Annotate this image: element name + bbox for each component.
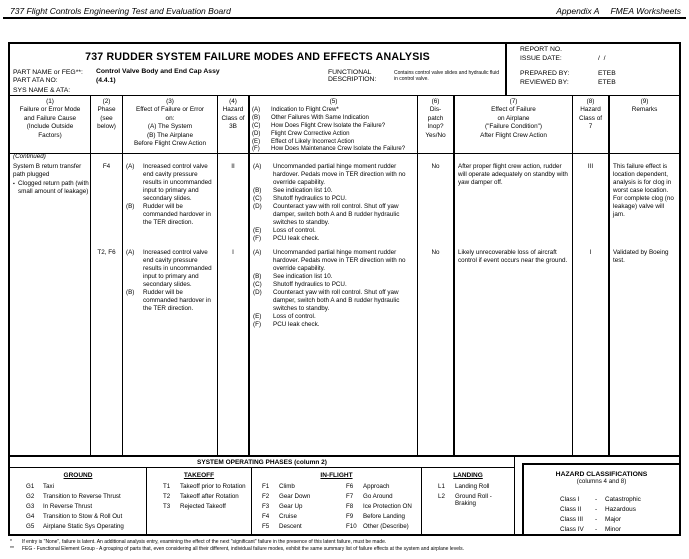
body-col-hazard-7 [573, 151, 610, 455]
prepared-by-line [520, 70, 677, 77]
report-no-label: REPORT NO. [520, 46, 563, 53]
page-header-right [547, 6, 681, 16]
col-header-hazard-3b: (4) Hazard Class of 3B [218, 96, 250, 154]
body-col-dispatch [418, 151, 455, 455]
functional-description-value: Contains control valve slides and hydraulic fluid in control valve. [394, 70, 500, 83]
body-col-indications [250, 151, 418, 455]
row-2-phase: T2, F6 [97, 249, 116, 256]
continued-note: (Continued) [13, 153, 46, 160]
phase-group-takeoff: TAKEOFF T1 Takeoff prior to Rotation T2 Takeoff after Rotation T3 Rejected Takeoff [147, 468, 252, 534]
hazard-subtitle: (columns 4 and 8) [576, 478, 627, 485]
part-ata-value: (4.4.1) [96, 77, 116, 84]
col-header-dispatch: (6) Dis- patch Inop? Yes/No [418, 96, 455, 154]
row-1-dispatch: No [431, 163, 440, 170]
col-header-remarks: (9) Remarks [610, 96, 679, 154]
issue-date-value: / / [598, 55, 606, 62]
prepared-by-label: PREPARED BY: [520, 70, 570, 77]
phase-group-landing: LANDING L1 Landing Roll L2 Ground Roll - Braking [438, 472, 492, 507]
prepared-by-value: ETEB [598, 70, 616, 77]
row-2-hazard-7: I [589, 249, 592, 256]
row-2-hazard-3b: I [232, 249, 234, 256]
phases-band [10, 455, 679, 534]
footnotes [10, 539, 685, 553]
system-operating-phases [10, 457, 515, 534]
title-band [10, 44, 679, 96]
body-col-effect-after [455, 151, 573, 455]
phase-group-inflight: IN-FLIGHT F1 Climb F2 Gear Down F3 Gear Up F4 Cruise F5 Descent F6 Approach F7 Go Around F8 Ice Protection ON F9 Before Landing F10 Other (Describe) [252, 468, 422, 534]
page-header [10, 6, 681, 16]
table-body [10, 151, 679, 455]
col-header-hazard-7: (8) Hazard Class of 7 [573, 96, 610, 154]
col-header-indications: (5) (A) Indication to Flight Crew* (B) Other Failures With Same Indication (C) How Does Flight Crew Isolate the Failure? (D) Flight Crew Corrective Action (E) Effect of Likely Incorrect Action (F) How Does Maintenance Crew Isolate the Failure? [250, 96, 418, 154]
report-block [505, 44, 679, 95]
body-col-phase [91, 151, 123, 455]
worksheet-title: 737 RUDDER SYSTEM FAILURE MODES AND EFFECTS ANALYSIS [85, 51, 430, 63]
header-rule [3, 17, 686, 19]
row-1-effect-after: After proper flight crew action, rudder will operate adequately on standby with yaw damper off. [458, 163, 568, 186]
row-1-failure-mode: System B return transfer path plugged ▪ Clogged return path (with small amount of leakage) [10, 163, 90, 196]
appendix-label: Appendix A [556, 6, 600, 16]
row-2-remarks: Validated by Boeing test. [613, 249, 669, 264]
column-header-row [10, 96, 679, 151]
body-col-remarks [610, 151, 679, 455]
row-1-indications: (A) Uncommanded partial hinge moment rudder hardover. Pedals move in TER direction with no override capability. (B) See indication list 10. (C) Shutoff hydraulics to PCU. (D) Counteract yaw with roll control. Shut off yaw damper, switch both A and B rudder hydraulic switches to standby. (E) Loss of control. (F) PCU leak check. [253, 163, 406, 242]
functional-description-label-1: FUNCTIONAL [328, 69, 372, 76]
row-1-phase: F4 [102, 163, 111, 170]
functional-description-label-2: DESCRIPTION: [328, 76, 377, 83]
col-header-effect-after: (7) Effect of Failure on Airplane ("Failure Condition") After Flight Crew Action [455, 96, 573, 154]
row-1-hazard-7: III [587, 163, 594, 170]
page-header-left: 737 Flight Controls Engineering Test and Evaluation Board [10, 6, 231, 16]
footnote-2: ** FEG - Functional Element Group - A grouping of parts that, even considering all their different, individual failure modes, exhibit the same summary list of failure effects at the system and airplane levels. [10, 545, 464, 552]
reviewed-by-label: REVIEWED BY: [520, 79, 569, 86]
body-col-failure-mode [10, 151, 91, 455]
part-name-value: Control Valve Body and End Cap Assy [96, 68, 220, 75]
part-ata-label: PART ATA NO: [13, 77, 58, 84]
row-2-effects: (A) Increased control valve end cavity pressure results in uncommanded input to primary and secondary slides. (B) Rudder will be commanded hardover in the TER direction. [126, 249, 212, 312]
row-1-remarks: This failure effect is location dependent, analysis is for clog in worst case location. For complete clog (no leakage) valve will jam. [613, 163, 674, 218]
row-2-indications: (A) Uncommanded partial hinge moment rudder hardover. Pedals move in TER direction with no override capability. (B) See indication list 10. (C) Shutoff hydraulics to PCU. (D) Counteract yaw with roll control. Shut off yaw damper, switch both A and B rudder hydraulic switches to standby. (E) Loss of control. (F) PCU leak check. [253, 249, 406, 328]
reviewed-by-line [520, 79, 677, 86]
footnote-1: * If entry is "None", failure is latent. An additional analysis entry, examining the effect of the next "significant" failure in the presence of this latent failure, must be made. [10, 539, 387, 545]
issue-date-label: ISSUE DATE: [520, 55, 562, 62]
row-2-effect-after: Likely unrecoverable loss of aircraft control if event occurs near the ground. [458, 249, 568, 264]
body-col-effect-before [123, 151, 218, 455]
hazard-classifications-box: HAZARD CLASSIFICATIONS (columns 4 and 8) Class I - Catastrophic Class II - Hazardous Class III - Major Class IV - Minor [522, 463, 679, 534]
sys-name-label: SYS NAME & ATA: [13, 87, 71, 94]
part-name-label: PART NAME or FEG**: [13, 69, 83, 76]
fmea-worksheet-table [8, 42, 681, 536]
reviewed-by-value: ETEB [598, 79, 616, 86]
row-2-dispatch: No [431, 249, 440, 256]
bullet-icon: ▪ [13, 180, 15, 187]
body-col-hazard-3b [218, 151, 250, 455]
col-header-failure-mode: (1) Failure or Error Mode and Failure Cause (Include Outside Factors) [10, 96, 91, 154]
row-1-effects: (A) Increased control valve end cavity pressure results in uncommanded input to primary and secondary slides. (B) Rudder will be commanded hardover in the TER direction. [126, 163, 212, 226]
phase-group-ground: GROUND G1 Taxi G2 Transition to Reverse Thrust G3 In Reverse Thrust G4 Transition to Stow & Roll Out G5 Airplane Static Sys Operating [10, 468, 147, 534]
col-header-effect-before: (3) Effect of Failure or Error on: (A) The System (B) The Airplane Before Flight Crew Action [123, 96, 218, 154]
row-1-hazard-3b: II [231, 163, 235, 170]
phases-header: SYSTEM OPERATING PHASES (column 2) [10, 457, 514, 468]
issue-date-line [520, 55, 677, 62]
title-area [10, 44, 505, 95]
col-header-phase: (2) Phase (see below) [91, 96, 123, 154]
hazard-title: HAZARD CLASSIFICATIONS [555, 471, 648, 478]
worksheets-label: FMEA Worksheets [610, 6, 681, 16]
